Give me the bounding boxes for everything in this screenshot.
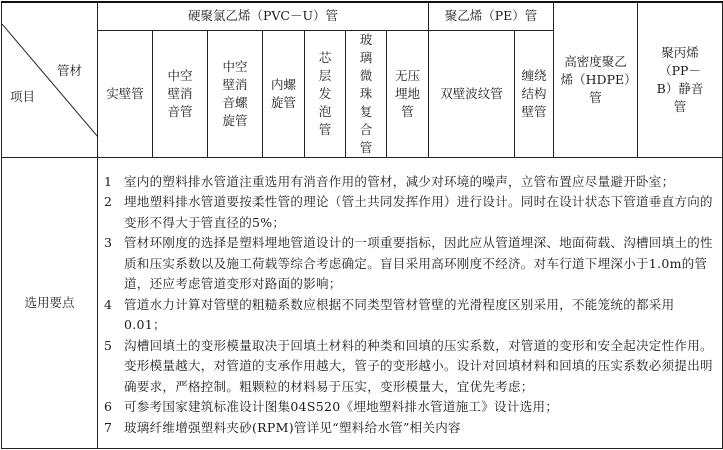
subcol-header: 无压埋地管 bbox=[387, 30, 429, 157]
item-text: 可参考国家建筑标准设计图集04S520《埋地塑料排水管道施工》设计选用； bbox=[124, 399, 559, 414]
item-number: 7 bbox=[104, 419, 112, 435]
row-label-selection-points: 选用要点 bbox=[2, 157, 98, 449]
item-text: 管道水力计算对管壁的粗糙系数应根据不同类型管材管壁的光滑程度区别采用，不能笼统的都采用0.01； bbox=[124, 296, 675, 332]
diagonal-divider bbox=[2, 24, 98, 137]
subcol-header: 芯层发泡管 bbox=[305, 30, 346, 157]
list-item bbox=[104, 336, 714, 398]
list-item bbox=[104, 295, 714, 336]
item-number: 5 bbox=[104, 337, 112, 353]
selection-points-cell bbox=[98, 157, 723, 449]
list-item bbox=[104, 418, 714, 439]
group-header-pvc: 硬聚氯乙烯（PVC－U）管 bbox=[98, 2, 429, 30]
item-text: 埋地塑料排水管道要按柔性管的理论（管土共同发挥作用）进行设计。同时在设计状态下管道垂直方向的变形不得大于管直径的5%； bbox=[124, 194, 713, 230]
subcol-header: 实壁管 bbox=[98, 30, 153, 157]
item-number: 1 bbox=[104, 173, 112, 189]
group-header-hdpe: 高密度聚乙烯（HDPE）管 bbox=[554, 2, 638, 157]
corner-header-cell bbox=[2, 2, 98, 157]
subcol-header: 缠绕结构壁管 bbox=[515, 30, 554, 157]
list-item bbox=[104, 397, 714, 418]
list-item bbox=[104, 192, 714, 233]
group-header-pe: 聚乙烯（PE）管 bbox=[429, 2, 554, 30]
pipe-selection-table bbox=[1, 1, 723, 449]
item-number: 3 bbox=[104, 235, 112, 250]
subcol-header: 中空壁消音管 bbox=[153, 30, 208, 157]
item-number: 4 bbox=[104, 296, 112, 312]
item-text: 玻璃纤维增强塑料夹砂(RPM)管详见“塑料给水管”相关内容 bbox=[124, 419, 461, 435]
list-item bbox=[104, 172, 714, 193]
item-text: 管材环刚度的选择是塑料埋地管道设计的一项重要指标，因此应从管道埋深、地面荷载、沟槽回填土的性质和压实系数以及施工荷载等综合考虑确定。盲目采用高环刚度不经济。对车行道下埋深小于1.0m的管道，还应考虑管道变形对路面的影响； bbox=[124, 235, 713, 291]
subcol-header: 内螺旋管 bbox=[263, 30, 305, 157]
subcol-header: 玻璃微珠复合管 bbox=[346, 30, 387, 157]
row-header-label: 项目 bbox=[10, 88, 36, 104]
subcol-header: 双壁波纹管 bbox=[429, 30, 515, 157]
group-header-ppb: 聚丙烯（PP－B）静音管 bbox=[638, 2, 723, 157]
item-text: 室内的塑料排水管道注重选用有消音作用的管材，减少对环境的噪声，立管布置应尽量避开卧室； bbox=[124, 173, 675, 189]
item-text: 沟槽回填土的变形模量取决于回填土材料的种类和回填的压实系数，对管道的变形和安全起决定性作用。变形模量越大，对管道的支承作用越大，管子的变形越小。设计对回填材料和回填的压实系数必须提出明确要求，严格控制。粗颗粒的材料易于压实，变形模量大，宜优先考虑； bbox=[124, 337, 713, 394]
col-header-label: 管材 bbox=[57, 62, 83, 78]
list-item bbox=[104, 233, 714, 295]
item-number: 6 bbox=[104, 399, 112, 414]
item-number: 2 bbox=[104, 194, 112, 209]
subcol-header: 中空壁消音螺旋管 bbox=[208, 30, 263, 157]
